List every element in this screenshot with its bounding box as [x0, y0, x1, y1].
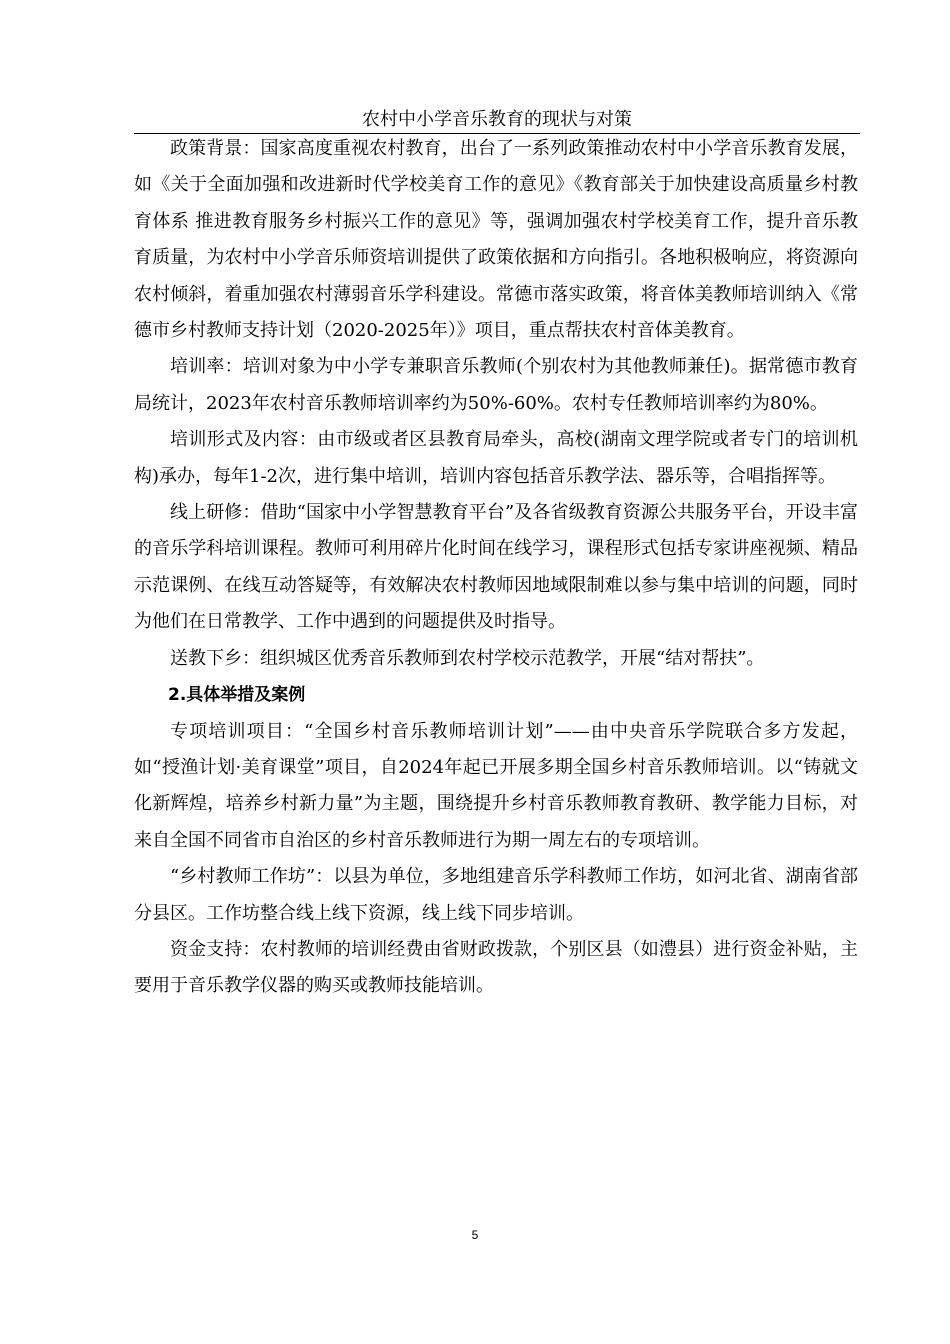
running-header-title: 农村中小学音乐教育的现状与对策 — [362, 109, 632, 130]
paragraph-training-rate: 培训率：培训对象为中小学专兼职音乐教师(个别农村为其他教师兼任)。据常德市教育局统计，2023年农村音乐教师培训率约为50%-60%。农村专任教师培训率约为80%。 — [134, 356, 858, 414]
section-heading: 2.具体举措及案例 — [168, 685, 306, 706]
document-body — [134, 131, 858, 1005]
paragraph-workshop: “乡村教师工作坊”：以县为单位，多地组建音乐学科教师工作坊，如河北省、湖南省部分县区。工作坊整合线上线下资源，线上线下同步培训。 — [134, 866, 858, 924]
paragraph-training-format: 培训形式及内容：由市级或者区县教育局牵头，高校(湖南文理学院或者专门的培训机构)承办，每年1-2次，进行集中培训，培训内容包括音乐教学法、器乐等，合唱指挥等。 — [134, 429, 858, 487]
page-number: 5 — [471, 1228, 479, 1242]
paragraph-send-teaching: 送教下乡：组织城区优秀音乐教师到农村学校示范教学，开展“结对帮扶”。 — [170, 647, 765, 669]
paragraph-funding: 资金支持：农村教师的培训经费由省财政拨款，个别区县（如澧县）进行资金补贴，主要用于音乐教学仪器的购买或教师技能培训。 — [134, 938, 858, 997]
paragraph-special-project: 专项培训项目：“全国乡村音乐教师培训计划”——由中央音乐学院联合多方发起，如“授渔计划·美育课堂”项目，自2024年起已开展多期全国乡村音乐教师培训。以“铸就文化新辉煌，培养乡村新力量”为主题，围绕提升乡村音乐教师教育教研、教学能力目标，对来自全国不同省市自治区的乡村音乐教师进行为期一周左右的专项培训。 — [134, 720, 858, 851]
paragraph-online-study: 线上研修：借助“国家中小学智慧教育平台”及各省级教育资源公共服务平台，开设丰富的音乐学科培训课程。教师可利用碎片化时间在线学习，课程形式包括专家讲座视频、精品示范课例、在线互动答疑等，有效解决农村教师因地域限制难以参与集中培训的问题，同时为他们在日常教学、工作中遇到的问题提供及时指导。 — [134, 502, 858, 633]
paragraph-policy-background: 政策背景：国家高度重视农村教育，出台了一系列政策推动农村中小学音乐教育发展，如《关于全面加强和改进新时代学校美育工作的意见》《教育部关于加快建设高质量乡村教育体系 推进教育服务乡村振兴工作的意见》等，强调加强农村学校美育工作，提升音乐教育质量，为农村中小学音乐师资培训提供了政策依据和方向指引。各地积极响应，将资源向农村倾斜，着重加强农村薄弱音乐学科建设。常德市落实政策，将音体美教师培训纳入《常德市乡村教师支持计划（2020-2025年）》项目，重点帮扶农村音体美教育。 — [134, 138, 858, 342]
